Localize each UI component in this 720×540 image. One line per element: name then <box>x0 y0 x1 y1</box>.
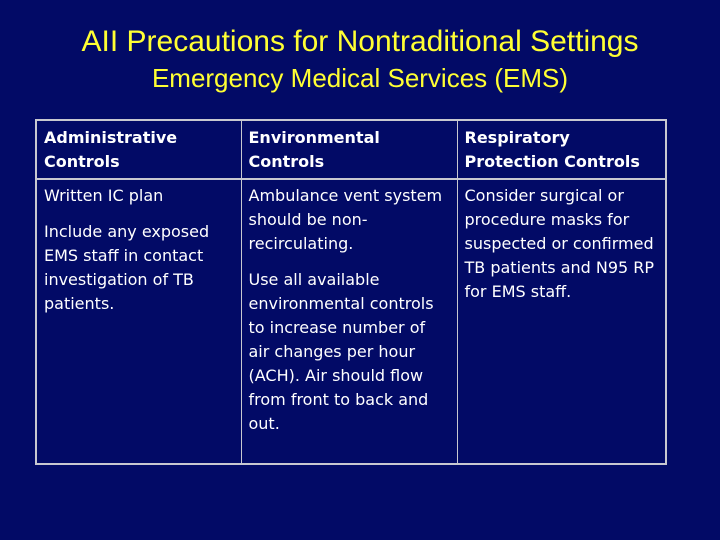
cell-administrative <box>36 179 241 464</box>
table-row <box>36 179 666 464</box>
environmental-item: Use all available environmental controls to increase number of air changes per hour (ACH). Air should flow from front to back and out. <box>248 270 434 433</box>
environmental-item: Ambulance vent system should be non-recirculating. <box>248 186 443 253</box>
respiratory-item: Consider surgical or procedure masks for suspected or confirmed TB patients and N95 RP for EMS staff. <box>464 186 655 301</box>
header-administrative-controls: Administrative Controls <box>36 120 241 179</box>
table-header-row <box>36 120 666 179</box>
controls-table <box>35 119 667 465</box>
slide-title: AII Precautions for Nontraditional Settings <box>81 25 639 58</box>
administrative-item: Include any exposed EMS staff in contact investigation of TB patients. <box>44 222 210 313</box>
header-respiratory-protection-controls: Respiratory Protection Controls <box>457 120 666 179</box>
cell-environmental <box>241 179 457 464</box>
administrative-item: Written IC plan <box>44 186 164 205</box>
cell-respiratory <box>457 179 666 464</box>
slide-subtitle: Emergency Medical Services (EMS) <box>151 63 569 93</box>
header-environmental-controls: Environmental Controls <box>241 120 457 179</box>
